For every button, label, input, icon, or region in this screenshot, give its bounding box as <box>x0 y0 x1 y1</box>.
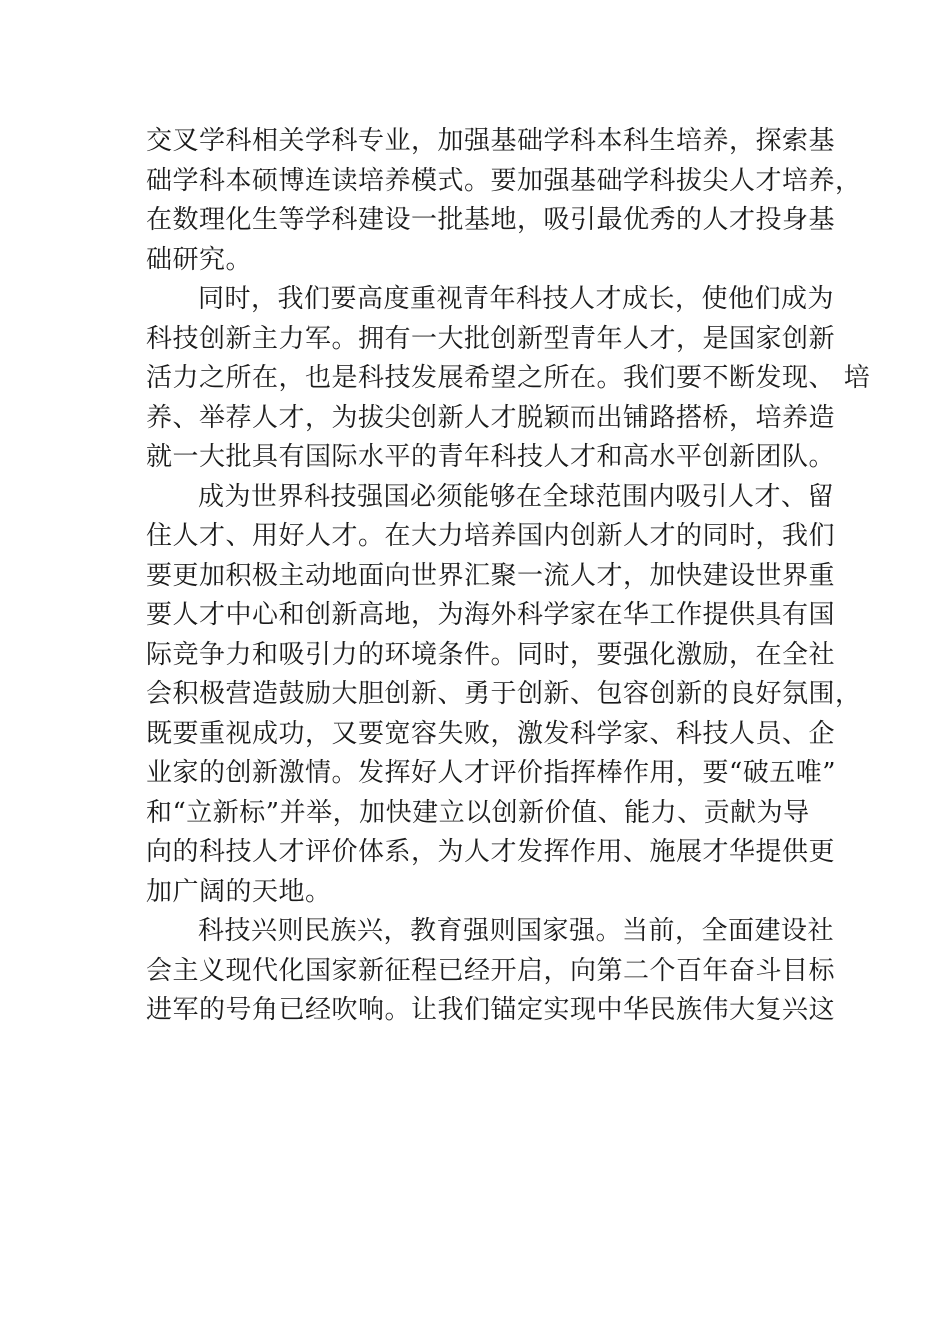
text-line: 会积极营造鼓励大胆创新、勇于创新、包容创新的良好氛围， <box>146 679 862 709</box>
paragraph-first-line: 科技兴则民族兴，教育强则国家强。当前，全面建设社 <box>198 916 835 946</box>
text-line: 要更加积极主动地面向世界汇聚一流人才，加快建设世界重 <box>146 560 836 591</box>
text-line: 加广阔的天地。 <box>146 876 332 907</box>
text-line: 科技创新主力军。拥有一大批创新型青年人才，是国家创新 <box>146 323 836 354</box>
text-line: 和“立新标”并举，加快建立以创新价值、能力、贡献为导 <box>146 797 810 828</box>
paragraph-first-line: 成为世界科技强国必须能够在全球范围内吸引人才、留 <box>198 481 835 512</box>
text-line: 会主义现代化国家新征程已经开启，向第二个百年奋斗目标 <box>146 955 836 986</box>
text-line: 础学科本硕博连读培养模式。要加强基础学科拔尖人才培养， <box>146 165 862 196</box>
paragraph-first-line: 同时，我们要高度重视青年科技人才成长，使他们成为 <box>198 284 835 314</box>
text-line: 住人才、用好人才。在大力培养国内创新人才的同时，我们 <box>146 521 836 551</box>
text-line: 向的科技人才评价体系，为人才发挥作用、施展才华提供更 <box>146 837 836 867</box>
text-line: 养、举荐人才，为拔尖创新人才脱颖而出铺路搭桥，培养造 <box>146 402 836 433</box>
text-line: 进军的号角已经吹响。让我们锚定实现中华民族伟大复兴这 <box>146 995 836 1025</box>
text-line: 要人才中心和创新高地，为海外科学家在华工作提供具有国 <box>146 600 836 630</box>
text-line: 活力之所在，也是科技发展希望之所在。我们要不断发现、 培 <box>146 363 871 393</box>
body-text <box>146 122 871 1031</box>
text-line: 际竞争力和吸引力的环境条件。同时，要强化激励，在全社 <box>146 639 836 670</box>
text-line: 就一大批具有国际水平的青年科技人才和高水平创新团队。 <box>146 442 836 472</box>
text-line: 在数理化生等学科建设一批基地，吸引最优秀的人才投身基 <box>146 205 836 235</box>
text-line: 业家的创新激情。发挥好人才评价指挥棒作用，要“破五唯” <box>146 758 837 788</box>
text-line: 既要重视成功，又要宽容失败，激发科学家、科技人员、企 <box>146 718 836 749</box>
text-line: 础研究。 <box>146 244 253 275</box>
text-line: 交叉学科相关学科专业，加强基础学科本科生培养，探索基 <box>146 126 836 156</box>
